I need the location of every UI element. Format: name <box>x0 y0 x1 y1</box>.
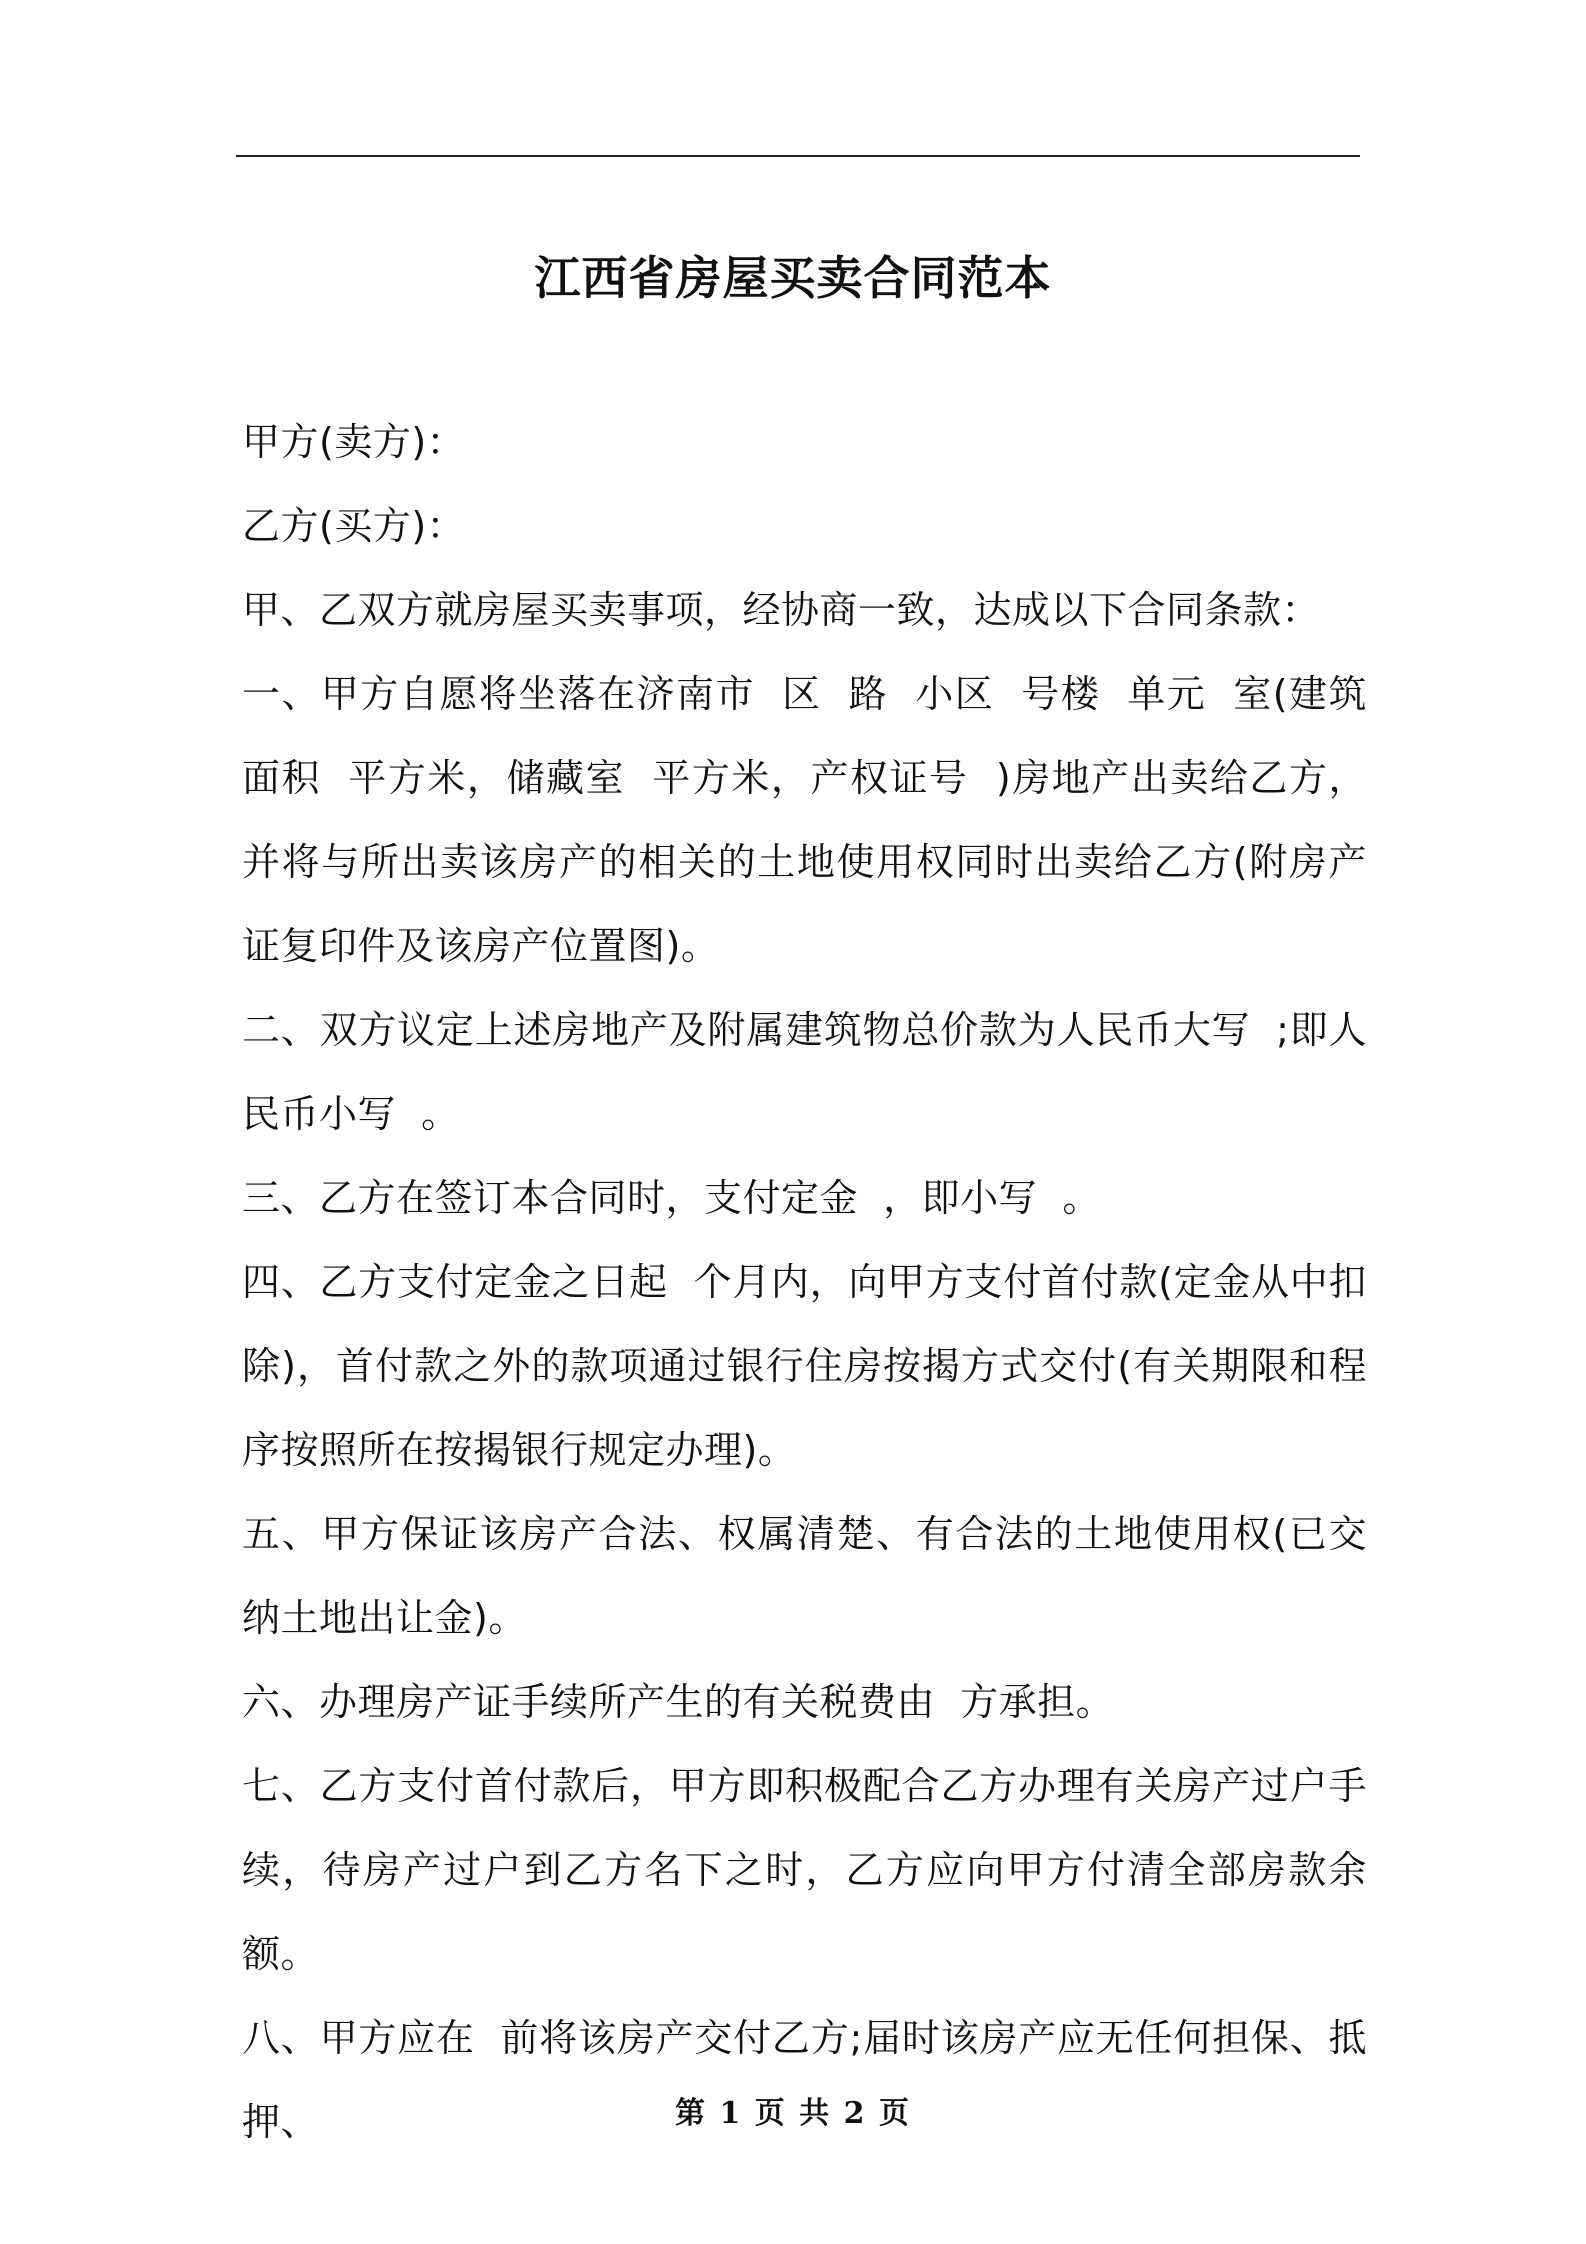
clause-4: 四、乙方支付定金之日起 个月内，向甲方支付首付款(定金从中扣除)，首付款之外的款项通过银行住房按揭方式交付(有关期限和程序按照所在按揭银行规定办理)。 <box>242 1260 1367 1472</box>
document-body <box>242 400 1367 2164</box>
clause-1: 一、甲方自愿将坐落在济南市 区 路 小区 号楼 单元 室(建筑面积 平方米，储藏室 平方米，产权证号 )房地产出卖给乙方，并将与所出卖该房产的相关的土地使用权同时出卖给乙方(附房产证复印件及该房产位置图)。 <box>242 672 1367 968</box>
clause-8: 八、甲方应在 前将该房产交付乙方;届时该房产应无任何担保、抵押、 <box>242 2016 1367 2144</box>
contract-preamble: 甲、乙双方就房屋买卖事项，经协商一致，达成以下合同条款： <box>242 588 1321 632</box>
clause-7: 七、乙方支付首付款后，甲方即积极配合乙方办理有关房产过户手续，待房产过户到乙方名下之时，乙方应向甲方付清全部房款余额。 <box>242 1764 1367 1976</box>
clause-2: 二、双方议定上述房地产及附属建筑物总价款为人民币大写 ;即人民币小写 。 <box>242 1008 1367 1136</box>
clause-3: 三、乙方在签订本合同时，支付定金 ，即小写 。 <box>242 1176 1101 1220</box>
clause-5: 五、甲方保证该房产合法、权属清楚、有合法的土地使用权(已交纳土地出让金)。 <box>242 1512 1367 1640</box>
clause-6: 六、办理房产证手续所产生的有关税费由 方承担。 <box>242 1680 1115 1724</box>
party-b-line: 乙方(买方)： <box>242 504 466 548</box>
document-title: 江西省房屋买卖合同范本 <box>534 250 1052 305</box>
party-a-line: 甲方(卖方)： <box>242 420 466 464</box>
page-number: 第 1 页 共 2 页 <box>675 2096 911 2131</box>
header-rule <box>236 155 1360 157</box>
